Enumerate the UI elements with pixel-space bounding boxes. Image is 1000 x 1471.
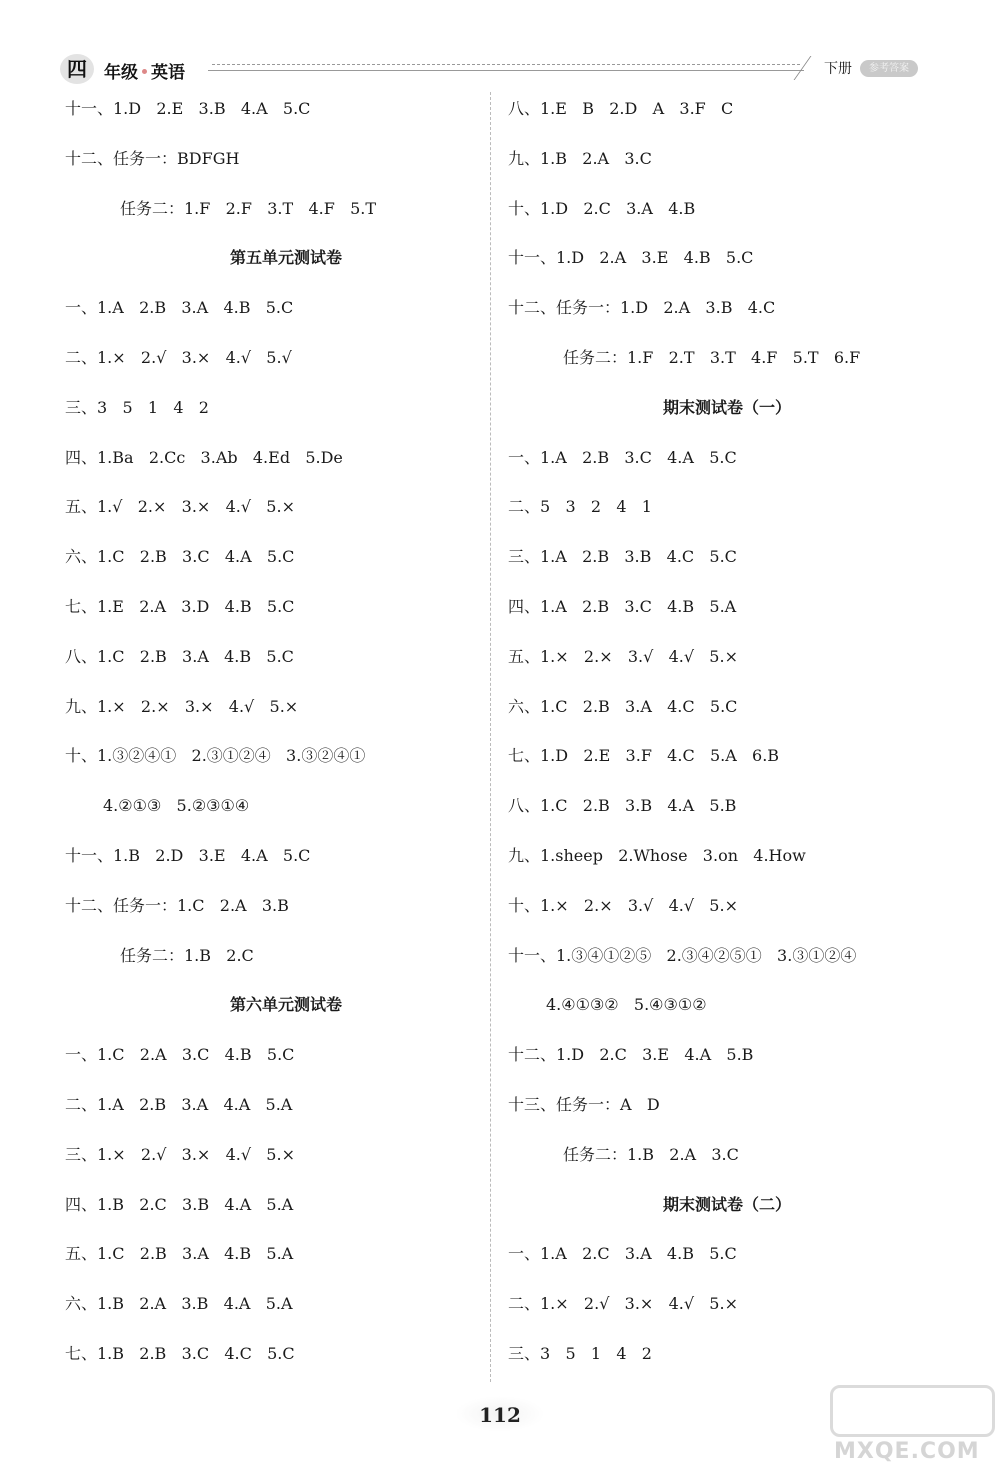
grade-badge: 四 bbox=[60, 54, 94, 84]
answer-line: 十一、1.B 2.D 3.E 4.A 5.C bbox=[65, 845, 311, 865]
answer-line: 一、1.A 2.C 3.A 4.B 5.C bbox=[508, 1244, 737, 1264]
answer-line: 十二、任务一：1.C 2.A 3.B bbox=[65, 895, 289, 915]
answer-line: 三、3 5 1 4 2 bbox=[65, 397, 209, 417]
answer-line: 二、1.A 2.B 3.A 4.A 5.A bbox=[65, 1094, 293, 1114]
answer-line: 五、1.C 2.B 3.A 4.B 5.A bbox=[65, 1244, 294, 1264]
answer-line: 九、1.sheep 2.Whose 3.on 4.How bbox=[508, 845, 806, 865]
volume-label: 下册 bbox=[824, 61, 852, 77]
answer-line: 十一、1.③④①②⑤ 2.③④②⑤① 3.③①②④ bbox=[508, 945, 857, 965]
answer-line: 二、1.× 2.√ 3.× 4.√ 5.√ bbox=[65, 347, 292, 367]
answer-line: 十三、任务一：A D bbox=[508, 1094, 660, 1114]
section-heading: 第六单元测试卷 bbox=[230, 995, 343, 1015]
answer-line: 四、1.B 2.C 3.B 4.A 5.A bbox=[65, 1194, 294, 1214]
answer-line: 五、1.√ 2.× 3.× 4.√ 5.× bbox=[65, 497, 295, 517]
answer-line: 任务二：1.B 2.C bbox=[120, 945, 254, 965]
answer-line: 七、1.E 2.A 3.D 4.B 5.C bbox=[65, 596, 295, 616]
answer-line: 二、5 3 2 4 1 bbox=[508, 497, 652, 517]
header-rule bbox=[208, 70, 804, 71]
header-dashed-rule bbox=[212, 64, 800, 65]
answer-line: 七、1.B 2.B 3.C 4.C 5.C bbox=[65, 1343, 295, 1363]
watermark-text: MXQE.COM bbox=[834, 1439, 980, 1464]
answer-line: 九、1.× 2.× 3.× 4.√ 5.× bbox=[65, 696, 299, 716]
answer-line: 十、1.× 2.× 3.√ 4.√ 5.× bbox=[508, 895, 738, 915]
watermark-logo bbox=[830, 1385, 995, 1465]
answer-line: 八、1.C 2.B 3.B 4.A 5.B bbox=[508, 796, 737, 816]
answer-line: 六、1.C 2.B 3.A 4.C 5.C bbox=[508, 696, 738, 716]
answer-line: 十二、任务一：BDFGH bbox=[65, 148, 240, 168]
answer-line: 三、1.A 2.B 3.B 4.C 5.C bbox=[508, 547, 737, 567]
grade-label: 年级 bbox=[104, 63, 138, 83]
right-column bbox=[508, 101, 948, 1396]
answer-line: 五、1.× 2.× 3.√ 4.√ 5.× bbox=[508, 646, 738, 666]
answer-line: 六、1.B 2.A 3.B 4.A 5.A bbox=[65, 1294, 293, 1314]
answer-line: 十一、1.D 2.A 3.E 4.B 5.C bbox=[508, 248, 754, 268]
answer-line: 4.②①③ 5.②③①④ bbox=[103, 796, 250, 816]
answer-line: 十二、任务一：1.D 2.A 3.B 4.C bbox=[508, 298, 776, 318]
answer-line: 十、1.D 2.C 3.A 4.B bbox=[508, 198, 696, 218]
section-heading: 期末测试卷（二） bbox=[663, 1194, 792, 1214]
answer-line: 任务二：1.F 2.T 3.T 4.F 5.T 6.F bbox=[563, 347, 861, 367]
answer-line: 十二、1.D 2.C 3.E 4.A 5.B bbox=[508, 1045, 754, 1065]
answer-key-tag: 参考答案 bbox=[860, 60, 918, 77]
answer-line: 二、1.× 2.√ 3.× 4.√ 5.× bbox=[508, 1294, 738, 1314]
section-heading: 第五单元测试卷 bbox=[230, 248, 343, 268]
answer-line: 任务二：1.F 2.F 3.T 4.F 5.T bbox=[120, 198, 377, 218]
answer-line: 九、1.B 2.A 3.C bbox=[508, 148, 652, 168]
page-number: 112 bbox=[479, 1403, 521, 1427]
answer-line: 六、1.C 2.B 3.C 4.A 5.C bbox=[65, 547, 295, 567]
answer-line: 八、1.E B 2.D A 3.F C bbox=[508, 99, 734, 118]
separator-dot-icon bbox=[142, 69, 147, 74]
answer-line: 三、1.× 2.√ 3.× 4.√ 5.× bbox=[65, 1144, 295, 1164]
header-subject bbox=[104, 58, 185, 83]
answer-line: 任务二：1.B 2.A 3.C bbox=[563, 1144, 739, 1164]
answer-line: 四、1.Ba 2.Cc 3.Ab 4.Ed 5.De bbox=[65, 447, 343, 467]
answer-line: 三、3 5 1 4 2 bbox=[508, 1343, 652, 1363]
answer-line: 四、1.A 2.B 3.C 4.B 5.A bbox=[508, 596, 737, 616]
answer-line: 一、1.A 2.B 3.A 4.B 5.C bbox=[65, 298, 294, 318]
left-column bbox=[65, 101, 505, 1396]
watermark-stamp-icon bbox=[830, 1385, 995, 1437]
subject-label: 英语 bbox=[151, 63, 185, 83]
page-header bbox=[60, 50, 920, 90]
answer-line: 4.④①③② 5.④③①② bbox=[546, 995, 707, 1015]
answer-line: 七、1.D 2.E 3.F 4.C 5.A 6.B bbox=[508, 746, 780, 766]
answer-line: 十一、1.D 2.E 3.B 4.A 5.C bbox=[65, 99, 311, 118]
answer-line: 十、1.③②④① 2.③①②④ 3.③②④① bbox=[65, 746, 366, 766]
answer-line: 八、1.C 2.B 3.A 4.B 5.C bbox=[65, 646, 294, 666]
section-heading: 期末测试卷（一） bbox=[663, 397, 792, 417]
answer-line: 一、1.C 2.A 3.C 4.B 5.C bbox=[65, 1045, 295, 1065]
answer-line: 一、1.A 2.B 3.C 4.A 5.C bbox=[508, 447, 737, 467]
